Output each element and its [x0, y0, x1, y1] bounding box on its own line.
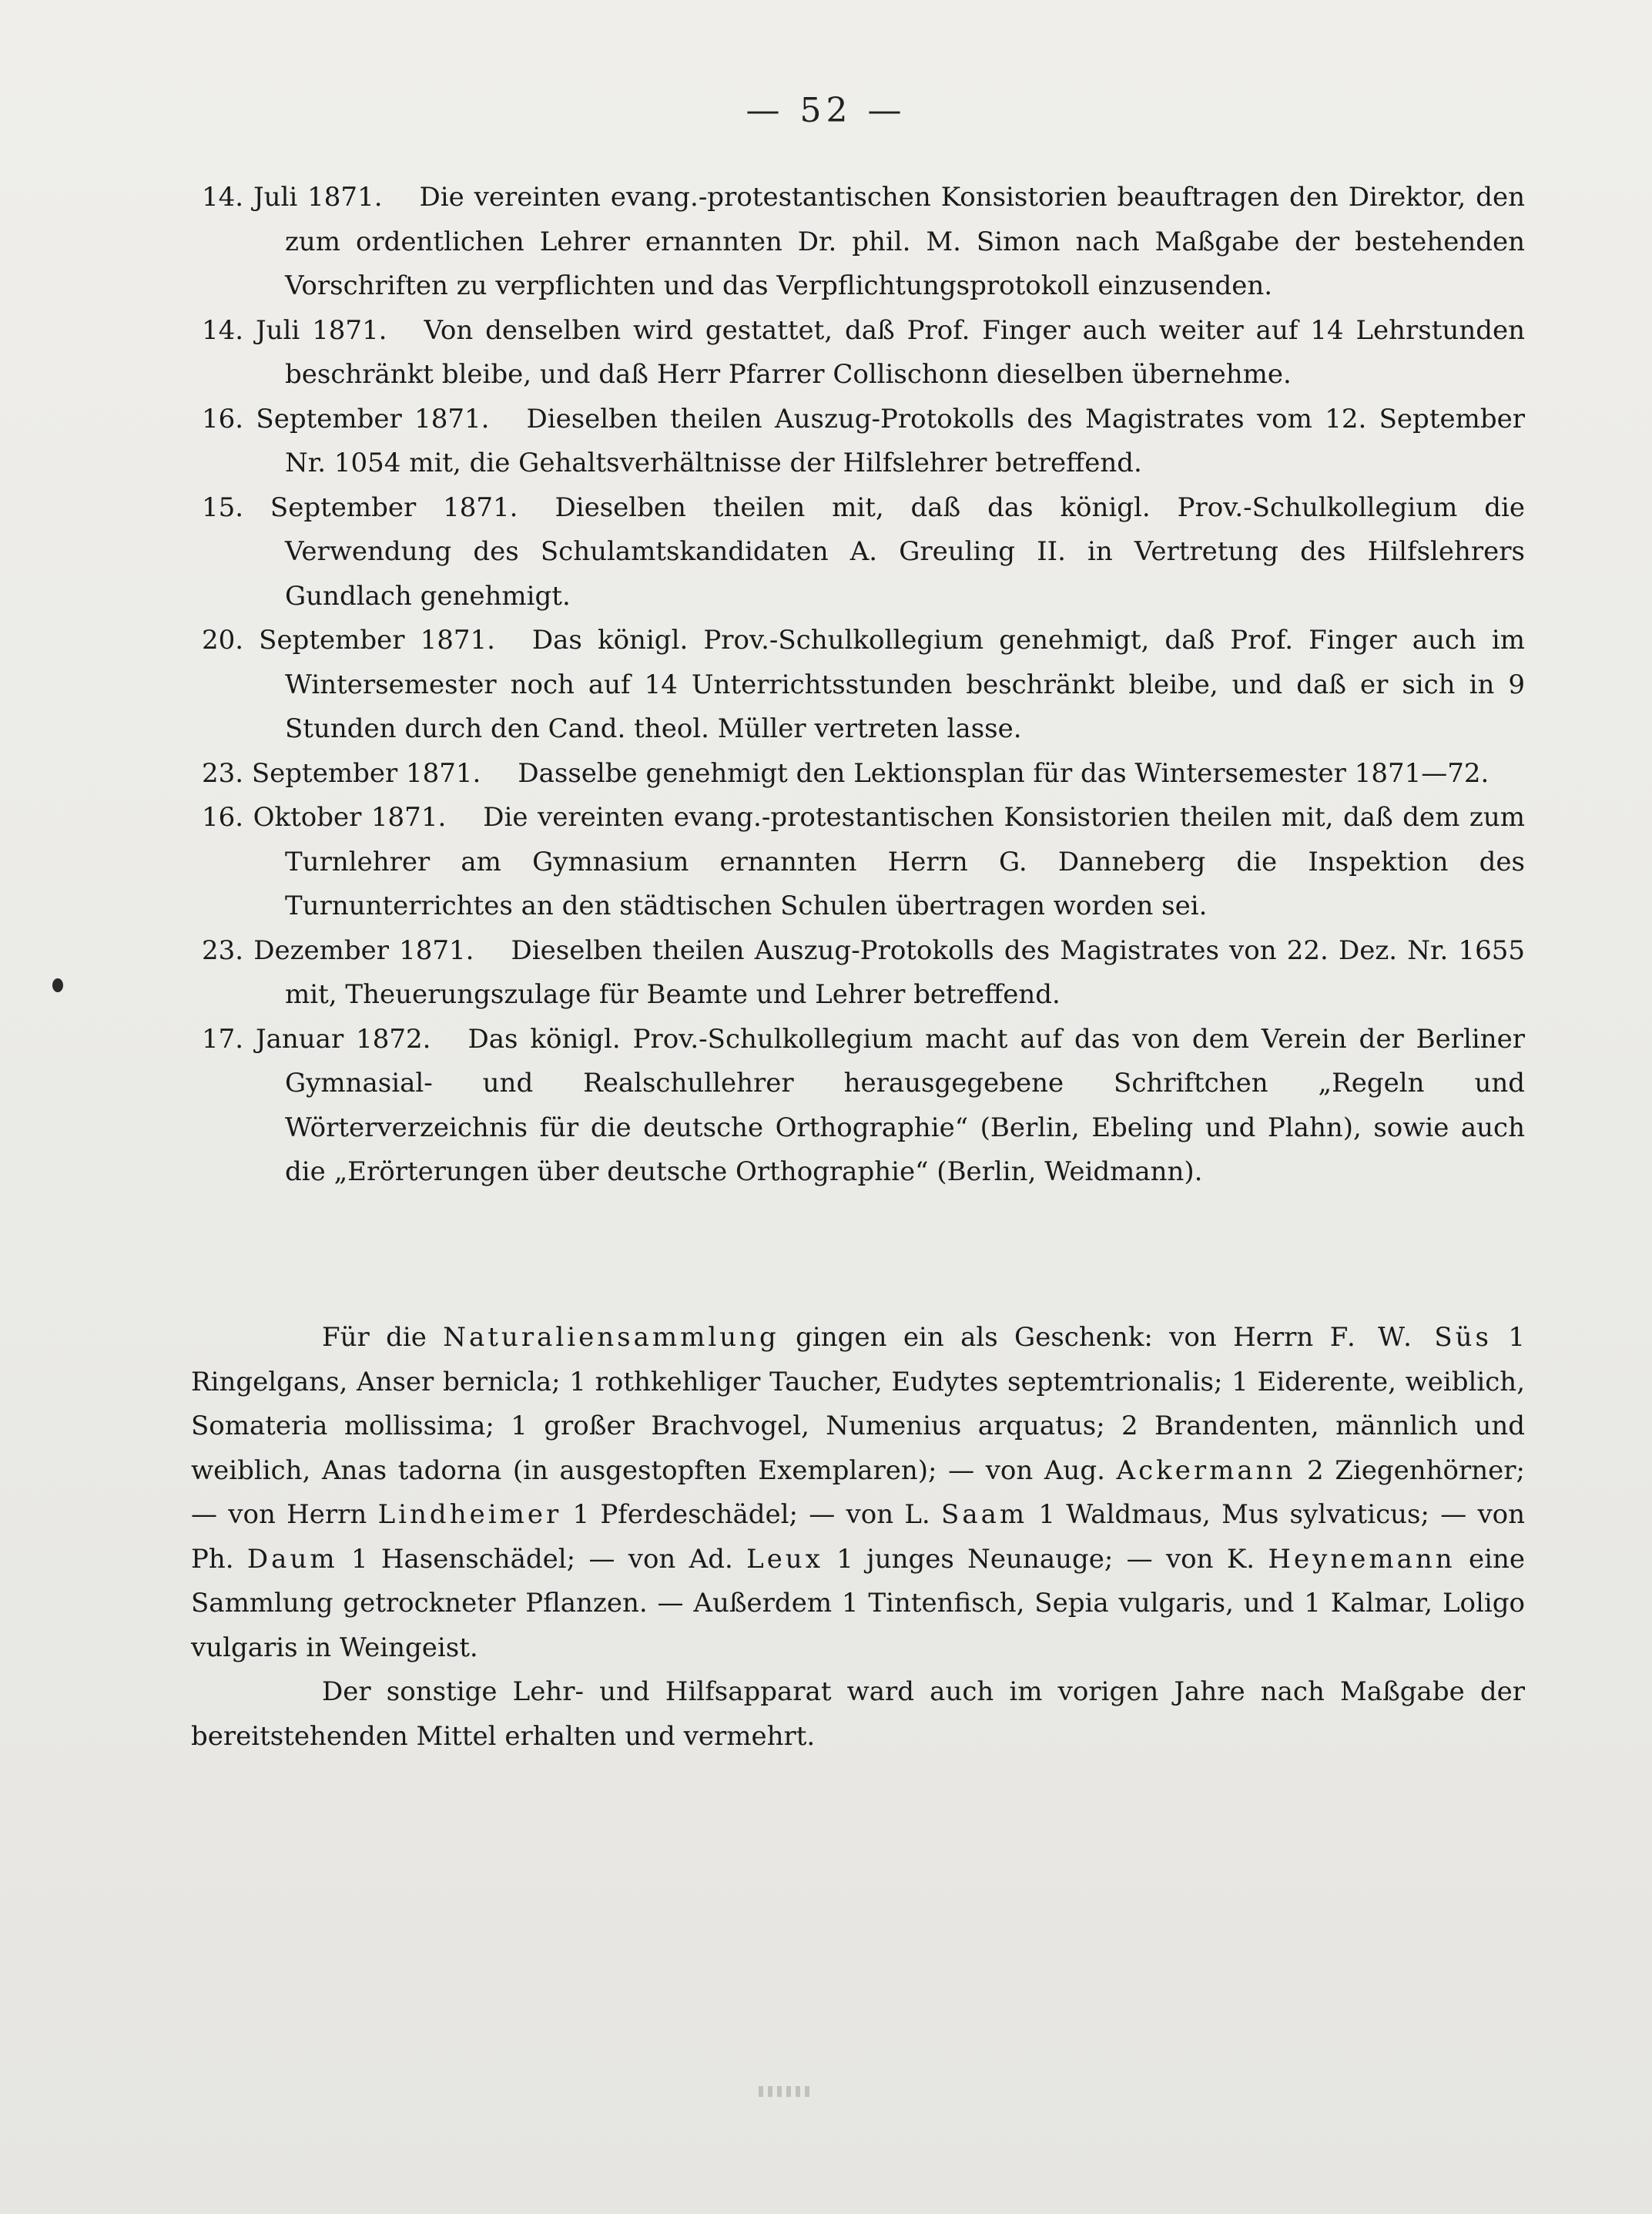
- donor-name: Daum: [246, 1543, 338, 1575]
- chronicle-entry: [202, 398, 1525, 486]
- bleed-through-mark: [759, 2086, 813, 2097]
- text-run: 1 junges Neunauge; — von K.: [836, 1543, 1255, 1575]
- donor-name: Leux: [746, 1543, 823, 1575]
- donor-name: Ackermann: [1116, 1454, 1296, 1486]
- entry-text: Dieselben theilen mit, daß das königl. Prov.-Schulkollegium die Verwendung des Schulamtskandidaten A. Greuling II. in Vertretung des Hilfslehrers Gundlach genehmigt.: [285, 491, 1525, 612]
- entry-date: 14. Juli 1871.: [202, 314, 387, 346]
- chronicle-list: [202, 176, 1525, 1195]
- entry-date: 17. Januar 1872.: [202, 1023, 431, 1055]
- text-run: 2 Ziegenhörner; — von Herrn: [191, 1454, 1525, 1530]
- chronicle-entry: [202, 176, 1525, 309]
- chronicle-entry: [202, 309, 1525, 398]
- text-run: eine Sammlung getrockneter Pflanzen. — Außerdem 1 Tintenfisch, Sepia vulgaris, und 1 Kalmar, Loligo vulgaris in Weingeist.: [191, 1543, 1526, 1663]
- entry-date: 15. September 1871.: [202, 491, 518, 523]
- entry-text: Das königl. Prov.-Schulkollegium genehmigt, daß Prof. Finger auch im Wintersemester noch auf 14 Unterrichtsstunden beschränkt bleibe, und daß er sich in 9 Stunden durch den Cand. theol. Müller vertreten lasse.: [285, 625, 1525, 744]
- donor-name: Saam: [941, 1499, 1028, 1530]
- collections-section: [191, 1316, 1525, 1759]
- entry-text: Dieselben theilen Auszug-Protokolls des Magistrates vom 12. September Nr. 1054 mit, die Gehaltsverhältnisse der Hilfslehrer betreffend.: [285, 403, 1525, 478]
- chronicle-entry: [202, 486, 1525, 619]
- chronicle-entry: [202, 619, 1525, 752]
- text-run: 1 Pferdeschädel; — von L.: [572, 1499, 930, 1530]
- text-run: 1 Ringelgans, Anser bernicla; 1 rothkehliger Taucher, Eudytes septemtrionalis; 1 Eiderente, weiblich, Somateria mollissima; 1 großer Brachvogel, Numenius arquatus; 2 Brandenten, männlich und weiblich, Anas tadorna (in ausgestopften Exemplaren); — von Aug.: [191, 1322, 1525, 1486]
- entry-date: 23. September 1871.: [202, 757, 481, 789]
- entry-date: 16. Oktober 1871.: [202, 802, 447, 833]
- chronicle-entry: [202, 1018, 1525, 1195]
- entry-date: 16. September 1871.: [202, 403, 490, 434]
- donor-name: F. W. Süs: [1329, 1322, 1492, 1353]
- entry-text: Dasselbe genehmigt den Lektionsplan für das Wintersemester 1871—72.: [518, 757, 1489, 789]
- entry-date: 23. Dezember 1871.: [202, 934, 474, 966]
- collection-term: Naturaliensammlung: [443, 1322, 779, 1353]
- chronicle-entry: [202, 929, 1525, 1018]
- ink-spot: [52, 978, 63, 992]
- paragraph-lead: Für die: [322, 1322, 427, 1353]
- entry-text: Das königl. Prov.-Schulkollegium macht auf das von dem Verein der Berliner Gymnasial- und Realschullehrer herausgegebene Schriftchen „Regeln und Wörterverzeichnis für die deutsche Orthographie“ (Berlin, Ebeling und Plahn), sowie auch die „Erörterungen über deutsche Orthographie“ (Berlin, Weidmann).: [285, 1023, 1525, 1187]
- donor-name: Heynemann: [1268, 1543, 1456, 1575]
- text-run: gingen ein als Geschenk: von Herrn: [796, 1322, 1314, 1353]
- entry-text: Die vereinten evang.-protestantischen Konsistorien theilen mit, daß dem zum Turnlehrer am Gymnasium ernannten Herrn G. Danneberg die Inspektion des Turnunterrichtes an den städtischen Schulen übertragen worden sei.: [285, 802, 1525, 921]
- closing-paragraph: Der sonstige Lehr- und Hilfsapparat ward auch im vorigen Jahre nach Maßgabe der bereitstehenden Mittel erhalten und vermehrt.: [191, 1676, 1525, 1752]
- entry-date: 14. Juli 1871.: [202, 182, 383, 213]
- page-number: — 52 —: [746, 91, 906, 130]
- entry-text: Dieselben theilen Auszug-Protokolls des Magistrates von 22. Dez. Nr. 1655 mit, Theuerungszulage für Beamte und Lehrer betreffend.: [285, 934, 1525, 1010]
- entry-text: Von denselben wird gestattet, daß Prof. Finger auch weiter auf 14 Lehrstunden beschränkt bleibe, und daß Herr Pfarrer Collischonn dieselben übernehme.: [285, 314, 1525, 390]
- naturalien-paragraph: [191, 1316, 1525, 1670]
- entry-date: 20. September 1871.: [202, 625, 495, 656]
- donor-name: Lindheimer: [377, 1499, 562, 1530]
- chronicle-entry: [202, 796, 1525, 929]
- entry-text: Die vereinten evang.-protestantischen Konsistorien beauftragen den Direktor, den zum ordentlichen Lehrer ernannten Dr. phil. M. Simon nach Maßgabe der bestehenden Vorschriften zu verpflichten und das Verpflichtungsprotokoll einzusenden.: [285, 182, 1526, 301]
- text-run: 1 Waldmaus, Mus sylvaticus; — von Ph.: [191, 1499, 1526, 1575]
- text-run: 1 Hasenschädel; — von Ad.: [350, 1543, 733, 1575]
- chronicle-entry: [202, 752, 1525, 797]
